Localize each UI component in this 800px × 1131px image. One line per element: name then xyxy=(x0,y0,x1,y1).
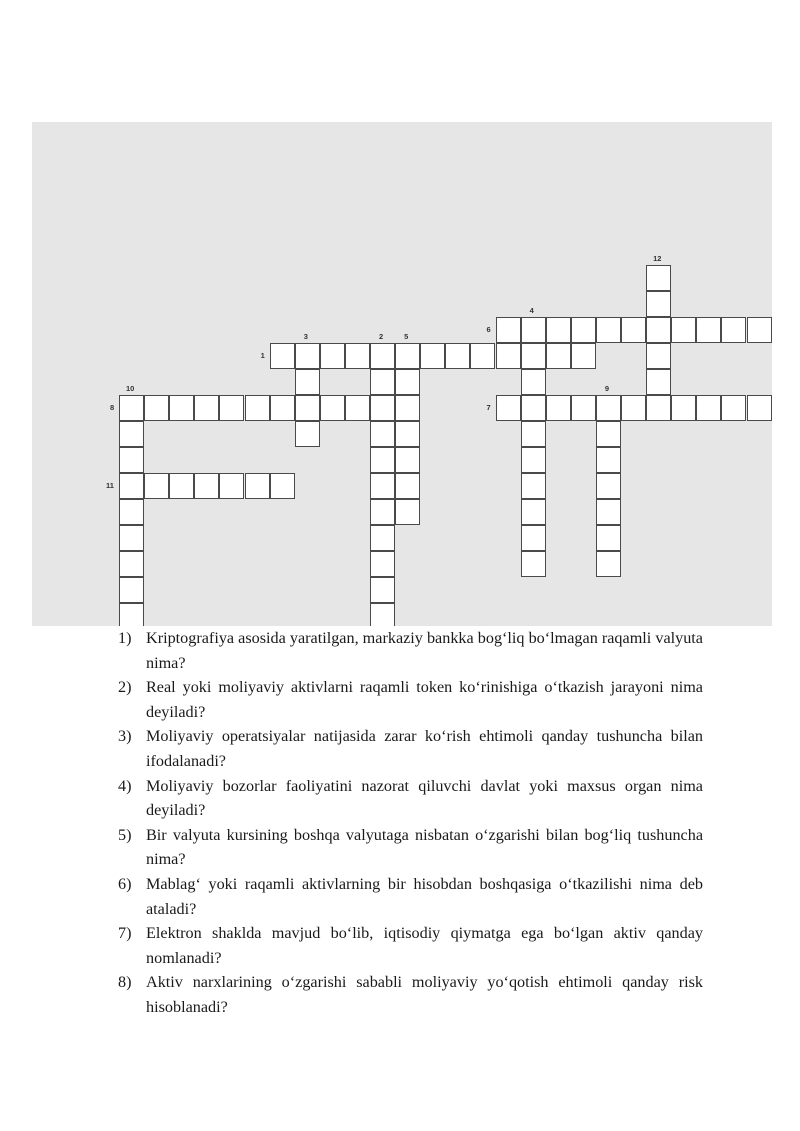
crossword-cell[interactable] xyxy=(596,551,621,577)
crossword-cell[interactable] xyxy=(646,343,671,369)
clue-item-number: 3) xyxy=(118,727,132,746)
crossword-cell[interactable] xyxy=(395,343,420,369)
crossword-cell[interactable] xyxy=(245,473,270,499)
crossword-cell[interactable] xyxy=(445,343,470,369)
clue-item-number: 6) xyxy=(118,874,132,893)
crossword-cell[interactable] xyxy=(521,395,546,421)
crossword-cell[interactable] xyxy=(370,343,395,369)
clue-item xyxy=(118,872,703,921)
crossword-cell[interactable] xyxy=(646,317,671,343)
crossword-cell[interactable] xyxy=(270,343,295,369)
crossword-cell[interactable] xyxy=(119,473,144,499)
clue-list xyxy=(118,626,703,1020)
crossword-cell[interactable] xyxy=(219,473,244,499)
crossword-cell[interactable] xyxy=(571,343,596,369)
crossword-cell[interactable] xyxy=(345,343,370,369)
crossword-cell[interactable] xyxy=(671,317,696,343)
crossword-cell[interactable] xyxy=(194,473,219,499)
crossword-cell[interactable] xyxy=(646,265,671,291)
crossword-cell[interactable] xyxy=(621,395,646,421)
crossword-cell[interactable] xyxy=(721,317,746,343)
crossword-cell[interactable] xyxy=(496,343,521,369)
clue-number-8: 8 xyxy=(110,402,115,412)
clue-item xyxy=(118,970,703,1019)
clue-number-9: 9 xyxy=(604,383,610,393)
crossword-cell[interactable] xyxy=(621,317,646,343)
crossword-cell[interactable] xyxy=(370,447,395,473)
crossword-cell[interactable] xyxy=(295,369,320,395)
crossword-cell[interactable] xyxy=(696,395,721,421)
crossword-cell[interactable] xyxy=(596,421,621,447)
crossword-cell[interactable] xyxy=(245,395,270,421)
crossword-cell[interactable] xyxy=(470,343,495,369)
crossword-cell[interactable] xyxy=(194,395,219,421)
clue-item-number: 7) xyxy=(118,924,132,943)
crossword-cell[interactable] xyxy=(596,395,621,421)
crossword-cell[interactable] xyxy=(295,421,320,447)
crossword-cell[interactable] xyxy=(370,577,395,603)
crossword-cell[interactable] xyxy=(219,395,244,421)
crossword-cell[interactable] xyxy=(144,473,169,499)
crossword-cell[interactable] xyxy=(696,317,721,343)
crossword-cell[interactable] xyxy=(370,473,395,499)
clue-item-number: 8) xyxy=(118,973,132,992)
crossword-cell[interactable] xyxy=(395,395,420,421)
clue-item-number: 5) xyxy=(118,825,132,844)
clue-number-6: 6 xyxy=(486,324,491,334)
clue-item-number: 4) xyxy=(118,776,132,795)
crossword-cell[interactable] xyxy=(320,343,345,369)
clue-number-2: 2 xyxy=(379,331,384,341)
crossword-cell[interactable] xyxy=(370,369,395,395)
clue-number-1: 1 xyxy=(260,350,265,360)
crossword-cell[interactable] xyxy=(546,343,571,369)
crossword-cell[interactable] xyxy=(370,551,395,577)
crossword-cell[interactable] xyxy=(747,317,772,343)
crossword-cell[interactable] xyxy=(496,317,521,343)
crossword-cell[interactable] xyxy=(370,395,395,421)
crossword-cell[interactable] xyxy=(521,343,546,369)
crossword-cell[interactable] xyxy=(370,421,395,447)
crossword-cell[interactable] xyxy=(596,525,621,551)
clue-item xyxy=(118,823,703,872)
clue-number-7: 7 xyxy=(486,402,491,412)
crossword-cell[interactable] xyxy=(721,395,746,421)
clue-item-text: Bir valyuta kursining boshqa valyutaga nisbatan o‘zgarishi bilan bog‘liq tushuncha nima? xyxy=(146,825,703,869)
crossword-cell[interactable] xyxy=(395,447,420,473)
crossword-cell[interactable] xyxy=(270,473,295,499)
clue-item-text: Elektron shaklda mavjud bo‘lib, iqtisodiy qiymatga ega bo‘lgan aktiv qanday nomlanadi? xyxy=(146,924,703,967)
crossword-cell[interactable] xyxy=(295,343,320,369)
crossword-cell[interactable] xyxy=(521,317,546,343)
crossword-cell[interactable] xyxy=(119,577,144,603)
crossword-cell[interactable] xyxy=(596,499,621,525)
clue-item-text: Kriptografiya asosida yaratilgan, markaziy bankka bog‘liq bo‘lmagan raqamli valyuta nima? xyxy=(146,629,703,672)
crossword-cell[interactable] xyxy=(521,421,546,447)
crossword-cell[interactable] xyxy=(420,343,445,369)
clue-item xyxy=(118,626,703,675)
crossword-cell[interactable] xyxy=(521,473,546,499)
clue-number-12: 12 xyxy=(653,253,662,263)
crossword-cell[interactable] xyxy=(119,525,144,551)
crossword-cell[interactable] xyxy=(395,473,420,499)
crossword-cell[interactable] xyxy=(119,499,144,525)
crossword-cell[interactable] xyxy=(119,447,144,473)
crossword-cell[interactable] xyxy=(119,421,144,447)
crossword-cell[interactable] xyxy=(546,395,571,421)
crossword-cell[interactable] xyxy=(169,473,194,499)
crossword-cell[interactable] xyxy=(671,395,696,421)
crossword-cell[interactable] xyxy=(345,395,370,421)
clue-number-11: 11 xyxy=(106,480,114,490)
crossword-cell[interactable] xyxy=(521,369,546,395)
crossword-cell[interactable] xyxy=(119,551,144,577)
crossword-cell[interactable] xyxy=(747,395,772,421)
crossword-cell[interactable] xyxy=(370,525,395,551)
crossword-cell[interactable] xyxy=(320,395,345,421)
crossword-cell[interactable] xyxy=(646,369,671,395)
clue-item xyxy=(118,921,703,970)
crossword-cell[interactable] xyxy=(571,317,596,343)
crossword-cell[interactable] xyxy=(596,473,621,499)
crossword-cell[interactable] xyxy=(395,369,420,395)
clue-item-text: Real yoki moliyaviy aktivlarni raqamli token ko‘rinishiga o‘tkazish jarayoni nima deyiladi? xyxy=(146,678,703,721)
crossword-cell[interactable] xyxy=(119,395,144,421)
clue-number-5: 5 xyxy=(404,331,409,341)
clue-item-number: 1) xyxy=(118,629,132,647)
crossword-cell[interactable] xyxy=(144,395,169,421)
clue-item xyxy=(118,675,703,724)
clue-item-text: Moliyaviy bozorlar faoliyatini nazorat qiluvchi davlat yoki maxsus organ nima deyiladi? xyxy=(146,776,703,820)
crossword-cell[interactable] xyxy=(295,395,320,421)
clue-number-3: 3 xyxy=(303,331,308,341)
crossword-cell[interactable] xyxy=(395,421,420,447)
crossword-cell[interactable] xyxy=(169,395,194,421)
clue-item xyxy=(118,724,703,773)
crossword-cell[interactable] xyxy=(596,447,621,473)
crossword-cell[interactable] xyxy=(521,499,546,525)
crossword-cell[interactable] xyxy=(395,499,420,525)
crossword-cell[interactable] xyxy=(571,395,596,421)
clue-item-text: Aktiv narxlarining o‘zgarishi sababli moliyaviy yo‘qotish ehtimoli qanday risk hisoblanadi? xyxy=(146,973,703,1016)
crossword-cell[interactable] xyxy=(596,317,621,343)
clue-number-10: 10 xyxy=(126,383,135,393)
clue-item-text: Moliyaviy operatsiyalar natijasida zarar ko‘rish ehtimoli qanday tushuncha bilan ifodalanadi? xyxy=(146,727,703,770)
clue-item-text: Mablag‘ yoki raqamli aktivlarning bir hisobdan boshqasiga o‘tkazilishi nima deb ataladi? xyxy=(146,874,703,918)
crossword-cell[interactable] xyxy=(370,603,395,627)
crossword-cell[interactable] xyxy=(270,395,295,421)
crossword-cell[interactable] xyxy=(521,525,546,551)
crossword-cell[interactable] xyxy=(496,395,521,421)
crossword-cell[interactable] xyxy=(119,603,144,627)
clue-number-4: 4 xyxy=(529,305,534,315)
crossword-cell[interactable] xyxy=(646,291,671,317)
crossword-cell[interactable] xyxy=(646,395,671,421)
crossword-grid xyxy=(32,122,772,626)
crossword-cell[interactable] xyxy=(521,551,546,577)
crossword-cell[interactable] xyxy=(521,447,546,473)
crossword-cell[interactable] xyxy=(370,499,395,525)
crossword-cell[interactable] xyxy=(546,317,571,343)
clue-item xyxy=(118,774,703,823)
clue-item-number: 2) xyxy=(118,678,132,697)
